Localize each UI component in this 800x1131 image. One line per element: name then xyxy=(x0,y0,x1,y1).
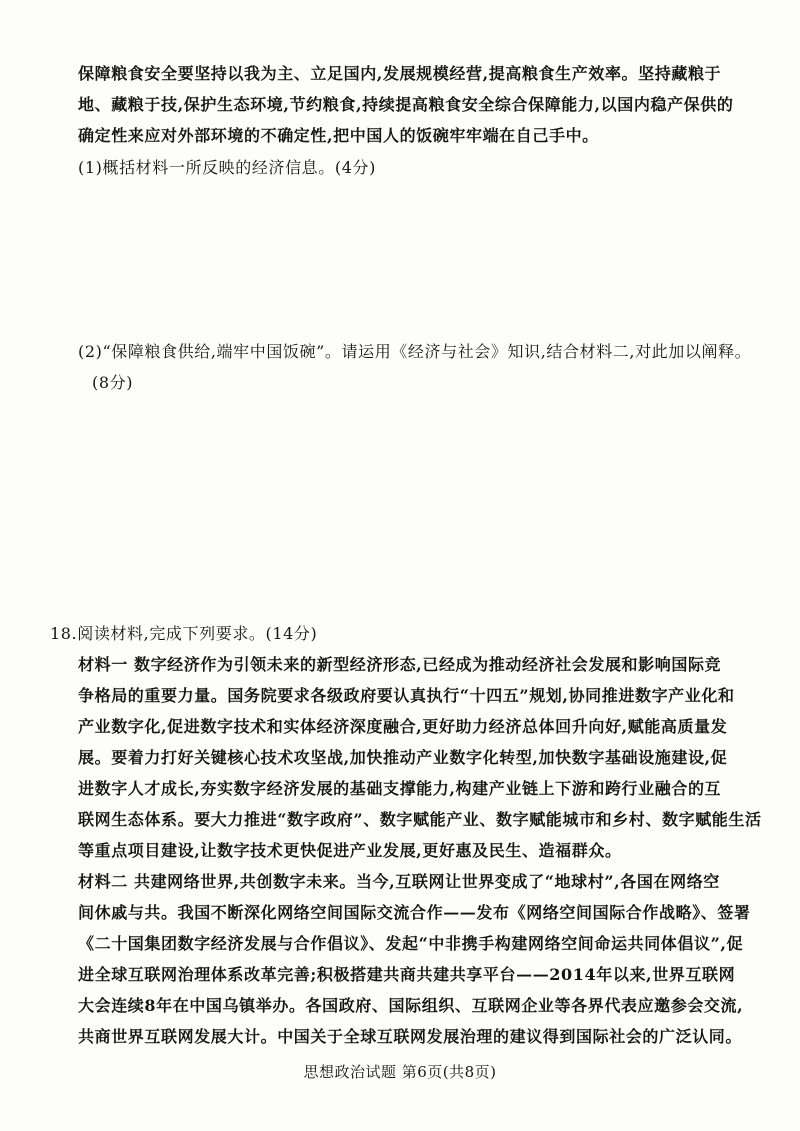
material-two-line: 大会连续8年在中国乌镇举办。各国政府、国际组织、互联网企业等各界代表应邀参会交流, xyxy=(78,996,744,1015)
material-two-line: 进全球互联网治理体系改革完善;积极搭建共商共建共享平台——2014年以来,世界互联网 xyxy=(78,965,736,984)
material-one-line: 争格局的重要力量。国务院要求各级政府要认真执行“十四五”规划,协同推进数字产业化和 xyxy=(78,686,735,705)
material-one-line: 进数字人才成长,夯实数字经济发展的基础支撑能力,构建产业链上下游和跨行业融合的互 xyxy=(78,779,722,798)
material-two-line: 《二十国集团数字经济发展与合作倡议》、发起“中非携手构建网络空间命运共同体倡议”,促 xyxy=(78,934,744,953)
material-two-line: 材料二 共建网络世界,共创数字未来。当今,互联网让世界变成了“地球村”,各国在网络空 xyxy=(78,872,720,891)
material-one-line: 展。要着力打好关键核心技术攻坚战,加快推动产业数字化转型,加快数字基础设施建设,促 xyxy=(78,748,728,767)
material-text-line: 确定性来应对外部环境的不确定性,把中国人的饭碗牢牢端在自己手中。 xyxy=(78,126,599,145)
page-footer: 思想政治试题 第6页(共8页) xyxy=(303,1063,497,1081)
question-17-2-score: (8分) xyxy=(92,373,134,392)
material-two-line: 共商世界互联网发展大计。中国关于全球互联网发展治理的建议得到国际社会的广泛认同。 xyxy=(78,1027,743,1046)
material-text-line: 地、藏粮于技,保护生态环境,节约粮食,持续提高粮食安全综合保障能力,以国内稳产保供的 xyxy=(78,95,734,114)
material-one-line: 产业数字化,促进数字技术和实体经济深度融合,更好助力经济总体回升向好,赋能高质量发 xyxy=(78,717,728,736)
question-18-title: 18.阅读材料,完成下列要求。(14分) xyxy=(50,624,318,643)
material-one-line: 联网生态体系。要大力推进“数字政府”、数字赋能产业、数字赋能城市和乡村、数字赋能生活 xyxy=(78,810,762,829)
material-text-line: 保障粮食安全要坚持以我为主、立足国内,发展规模经营,提高粮食生产效率。坚持藏粮于 xyxy=(78,64,722,83)
question-17-1: (1)概括材料一所反映的经济信息。(4分) xyxy=(78,158,376,177)
material-one-line: 等重点项目建设,让数字技术更快促进产业发展,更好惠及民生、造福群众。 xyxy=(78,841,622,860)
material-two-line: 间休戚与共。我国不断深化网络空间国际交流合作——发布《网络空间国际合作战略》、签署 xyxy=(78,903,751,922)
material-one-line: 材料一 数字经济作为引领未来的新型经济形态,已经成为推动经济社会发展和影响国际竞 xyxy=(78,655,722,674)
question-17-2: (2)“保障粮食供给,端牢中国饭碗”。请运用《经济与社会》知识,结合材料二,对此加以阐释。 xyxy=(78,342,752,361)
